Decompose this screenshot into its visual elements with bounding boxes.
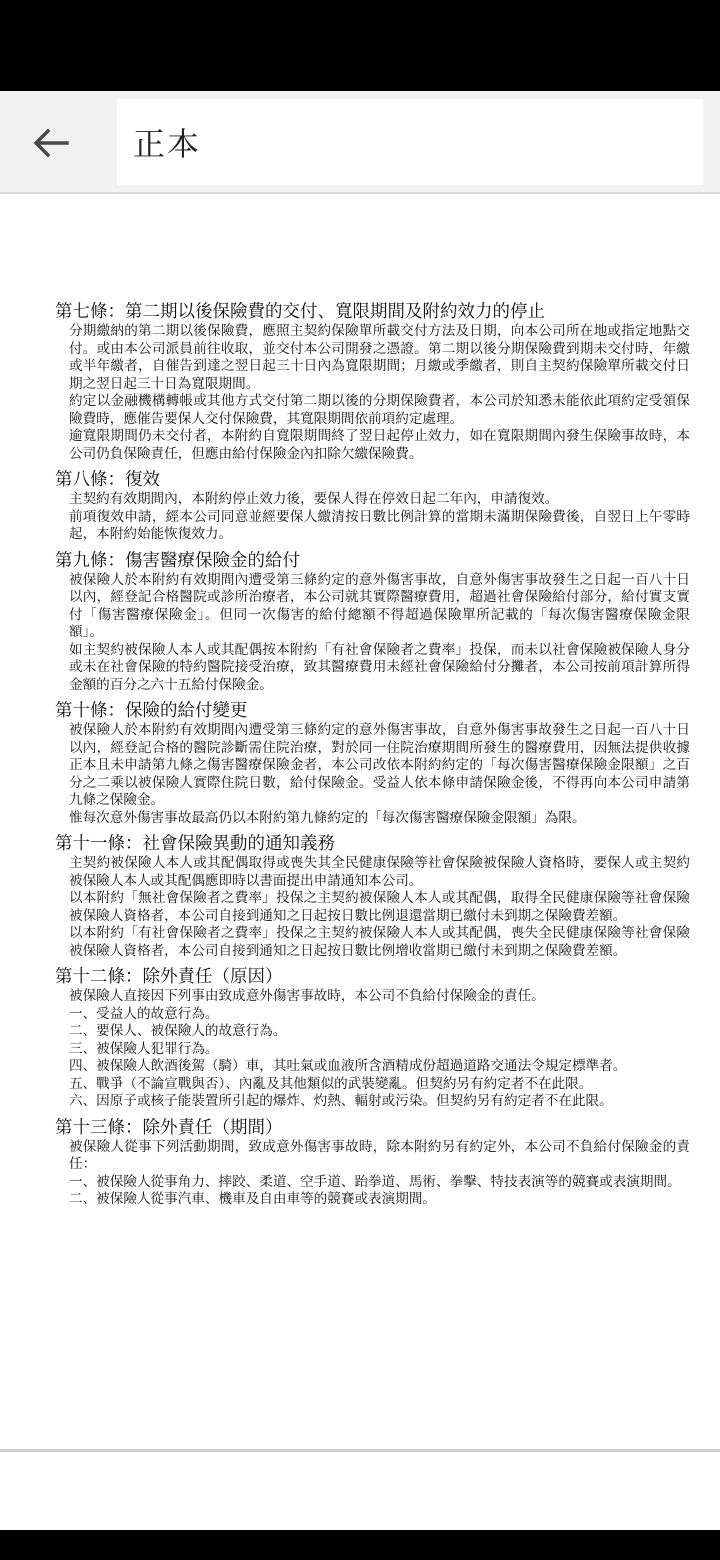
article-paragraph: 分期繳納的第二期以後保險費，應照主契約保險單所載交付方法及日期，向本公司所在地或指定地點交付。或由本公司派員前往收取，並交付本公司開發之憑證。第二期以後分期保險費到期未交付時，年繳或半年繳者，自催告到達之翌日起三十日內為寬限期間；月繳或季繳者，則自主契約保險單所載交付日期之翌日起三十日為寬限期間。 <box>69 323 690 392</box>
article-paragraph: 被保險人於本附約有效期間內遭受第三條約定的意外傷害事故，自意外傷害事故發生之日起一百八十日以內，經登記合格的醫院診斷需住院治療，對於同一住院治療期間所發生的醫療費用，因無法提供收據正本且未申請第九條之傷害醫療保險金者，本公司改依本附約約定的「每次傷害醫療保險金限額」之百分之二乘以被保險人實際住院日數，給付保險金。受益人依本條申請保險金後，不得再向本公司申請第九條之保險金。 <box>69 722 690 808</box>
arrow-left-icon <box>31 126 71 160</box>
article-title: 第十條：保險的給付變更 <box>55 701 248 721</box>
list-item: 六、因原子或核子能裝置所引起的爆炸、灼熱、輻射或污染。但契約另有約定者不在此限。 <box>69 1093 613 1109</box>
app-bar <box>0 91 720 194</box>
document-viewer[interactable] <box>0 196 720 1450</box>
article-12 <box>55 966 690 1111</box>
article-paragraph: 被保險人從事下列活動期間，致成意外傷害事故時，除本附約另有約定外，本公司不負給付保險金的責任： <box>69 1138 690 1172</box>
article-paragraph: 逾寬限期間仍未交付者，本附約自寬限期間終了翌日起停止效力，如在寬限期間內發生保險事故時，本公司仍負保險責任，但應由給付保險金內扣除欠繳保險費。 <box>69 428 690 462</box>
article-title: 第八條：復效 <box>55 470 160 490</box>
article-title: 第十二條：除外責任（原因） <box>55 967 283 987</box>
article-7 <box>55 301 690 463</box>
article-8 <box>55 469 690 544</box>
list-item: 二、要保人、被保險人的故意行為。 <box>69 1023 287 1039</box>
list-item: 五、戰爭（不論宣戰與否）、內亂及其他類似的武裝變亂。但契約另有約定者不在此限。 <box>69 1075 593 1092</box>
back-button[interactable] <box>22 117 80 169</box>
article-11 <box>55 833 690 960</box>
list-item: 四、被保險人飲酒後駕（騎）車，其吐氣或血液所含酒精成份超過道路交通法令規定標準者。 <box>69 1058 627 1074</box>
document-page <box>55 301 690 1215</box>
bottom-area <box>0 1452 720 1530</box>
article-paragraph: 約定以金融機構轉帳或其他方式交付第二期以後的分期保險費者，本公司於知悉未能依此項約定受領保險費時，應催告要保人交付保險費，其寬限期間依前項約定處理。 <box>69 393 690 427</box>
article-9 <box>55 550 690 695</box>
article-title: 第十一條：社會保險異動的通知義務 <box>55 834 335 854</box>
article-paragraph: 主契約有效期間內，本附約停止效力後，要保人得在停效日起二年內，申請復效。 <box>69 491 559 507</box>
article-paragraph: 前項復效申請，經本公司同意並經要保人繳清按日數比例計算的當期未滿期保險費後，自翌日上午零時起，本附約始能恢復效力。 <box>69 508 690 542</box>
article-13 <box>55 1117 690 1209</box>
navigation-bar <box>0 1530 720 1560</box>
article-paragraph: 以本附約「有社會保險者之費率」投保之主契約被保險人本人或其配偶，喪失全民健康保險等社會保險被保險人資格者，本公司自接到通知之日起按日數比例增收當期已繳付未到期之保險費差額。 <box>69 925 690 959</box>
status-bar <box>0 0 720 91</box>
article-title: 第七條：第二期以後保險費的交付、寬限期間及附約效力的停止 <box>55 302 545 322</box>
list-item: 一、受益人的故意行為。 <box>69 1005 219 1022</box>
list-item: 三、被保險人犯罪行為。 <box>69 1040 219 1057</box>
article-paragraph: 以本附約「無社會保險者之費率」投保之主契約被保險人本人或其配偶，取得全民健康保險等社會保險被保險人資格者，本公司自接到通知之日起按日數比例退還當期已繳付未到期之保險費差額。 <box>69 890 690 924</box>
article-paragraph: 被保險人直接因下列事由致成意外傷害事故時，本公司不負給付保險金的責任。 <box>69 988 545 1004</box>
title-box <box>117 99 703 185</box>
article-paragraph: 被保險人於本附約有效期間內遭受第三條約定的意外傷害事故，自意外傷害事故發生之日起一百八十日以內，經登記合格醫院或診所治療者，本公司就其實際醫療費用，超過社會保險給付部分，給付實支實付「傷害醫療保險金」。但同一次傷害的給付總額不得超過保險單所記載的「每次傷害醫療保險金限額」。 <box>69 571 690 640</box>
list-item: 一、被保險人從事角力、摔跤、柔道、空手道、跆拳道、馬術、拳擊、特技表演等的競賽或表演期間。 <box>69 1173 681 1190</box>
article-title: 第十三條：除外責任（期間） <box>55 1117 283 1138</box>
article-paragraph: 主契約被保險人本人或其配偶取得或喪失其全民健康保險等社會保險被保險人資格時，要保人或主契約被保險人本人或其配偶應即時以書面提出申請通知本公司。 <box>69 855 690 889</box>
page-title: 正本 <box>133 125 202 163</box>
article-title: 第九條：傷害醫療保險金的給付 <box>55 550 300 571</box>
article-paragraph: 惟每次意外傷害事故最高仍以本附約第九條約定的「每次傷害醫療保險金限額」為限。 <box>69 809 586 826</box>
list-item: 二、被保險人從事汽車、機車及自由車等的競賽或表演期間。 <box>69 1191 437 1207</box>
article-10 <box>55 700 690 827</box>
article-paragraph: 如主契約被保險人本人或其配偶按本附約「有社會保險者之費率」投保，而未以社會保險被保險人身分或未在社會保險的特約醫院接受治療，致其醫療費用未經社會保險給付分攤者，本公司按前項計算所得金額的百分之六十五給付保險金。 <box>69 641 690 693</box>
